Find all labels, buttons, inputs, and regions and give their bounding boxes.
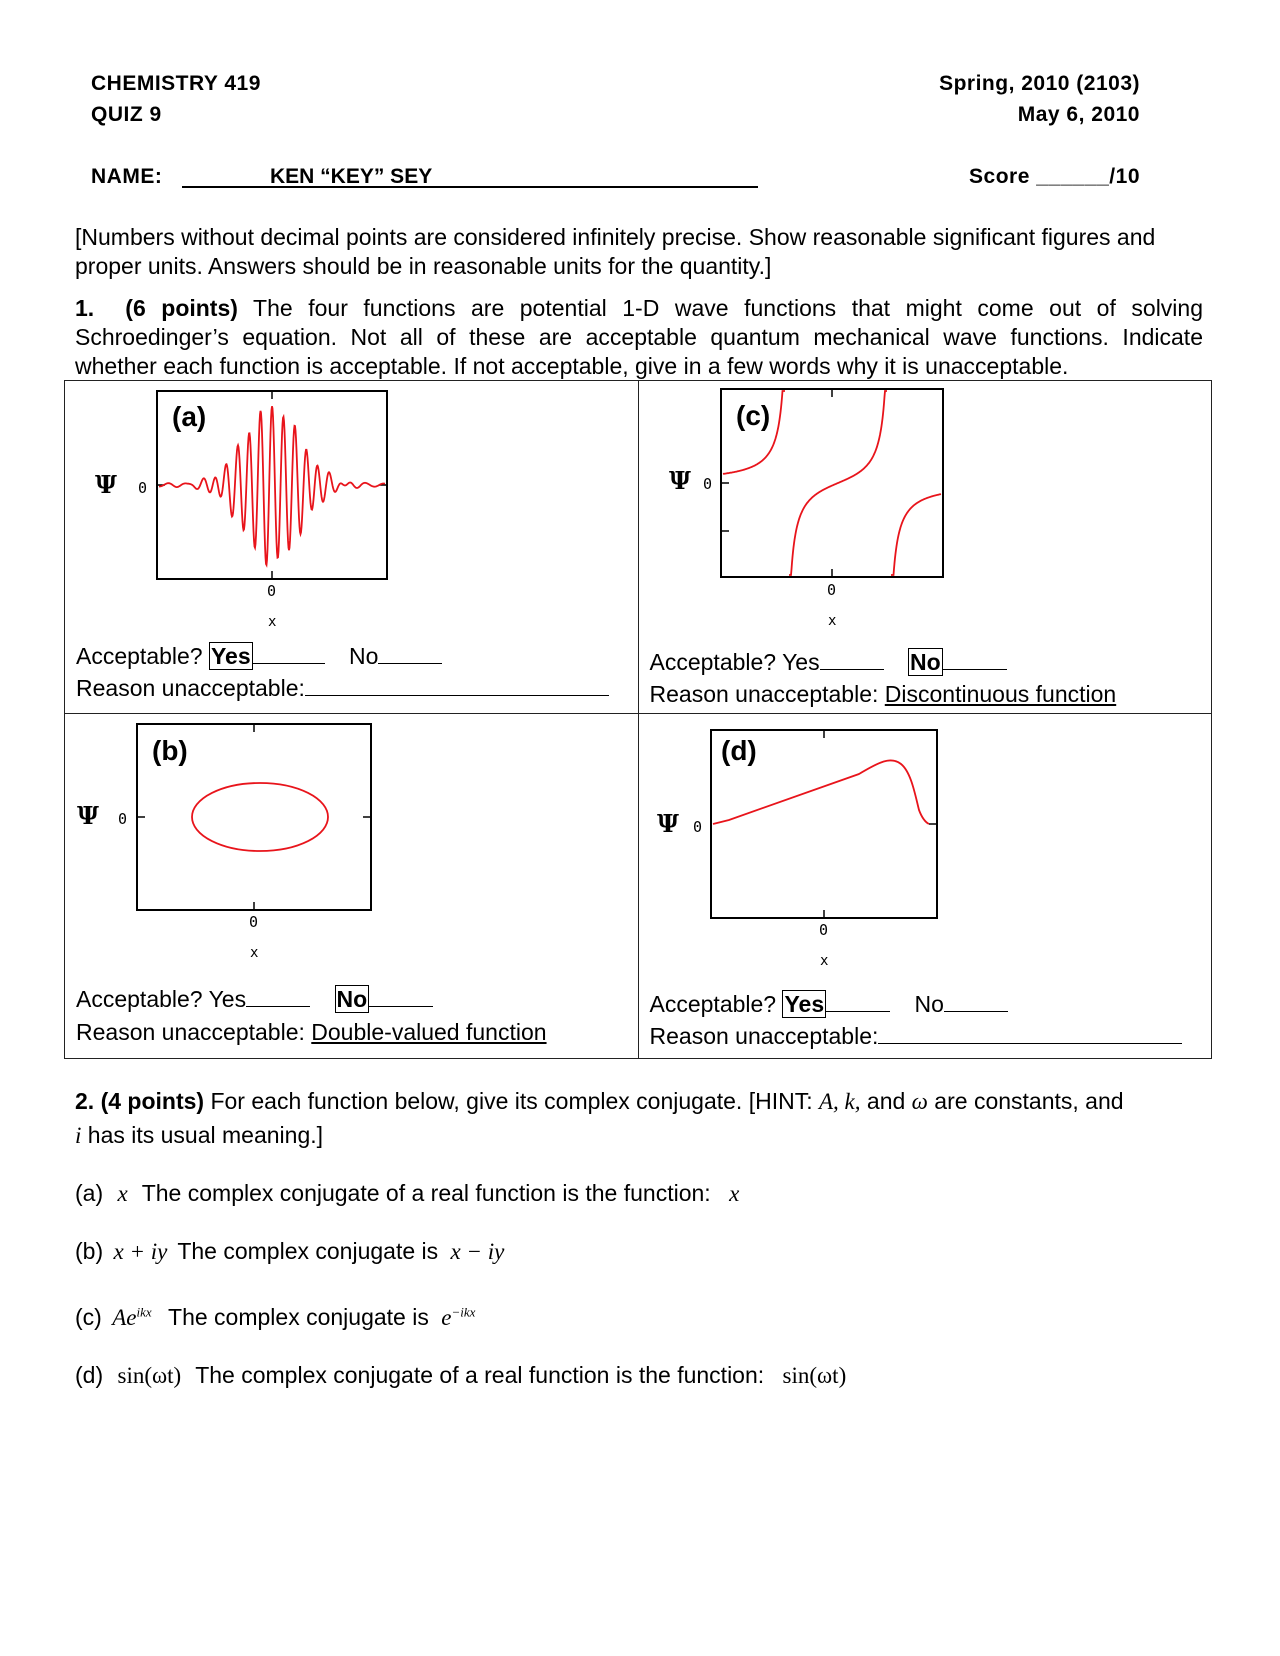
q1-number: 1. <box>75 295 95 321</box>
q2a-answer: x <box>729 1181 740 1206</box>
score-field: Score ______/10 <box>969 165 1140 188</box>
answer-yes-d[interactable]: Yes <box>784 991 825 1017</box>
q2c-func-exp: ikx <box>136 1304 152 1320</box>
acceptable-row-d <box>650 991 1008 1018</box>
y-zero-d: 0 <box>692 818 702 836</box>
panel-c <box>638 381 1212 714</box>
x-zero-c: 0 <box>826 581 836 599</box>
answer-yes-c[interactable]: Yes <box>782 649 820 675</box>
q2-hint-vars: A, k, <box>819 1089 861 1114</box>
answer-yes-b[interactable]: Yes <box>208 986 247 1012</box>
student-name: KEN “KEY” SEY <box>270 165 433 188</box>
q2c-answer-exp: −ikx <box>451 1304 476 1320</box>
panel-b <box>65 714 639 1059</box>
acceptable-label: Acceptable? <box>76 643 203 669</box>
q2-omega: ω <box>911 1089 928 1114</box>
q2a-label: (a) <box>75 1180 104 1206</box>
psi-label-a: Ψ <box>95 470 117 499</box>
panel-d-tag: (d) <box>720 735 757 766</box>
reason-blank-a[interactable] <box>305 695 609 696</box>
x-zero-d: 0 <box>818 921 828 939</box>
acceptable-row-c <box>650 649 1007 676</box>
y-zero-b: 0 <box>118 810 128 828</box>
q2-text-before: For each function below, give its complex conjugate. [HINT: <box>210 1088 819 1114</box>
answer-no-a[interactable]: No <box>349 643 379 669</box>
instructions: [Numbers without decimal points are considered infinitely precise. Show reasonable significant figures and proper units. Answers should be in reasonable units for the quantity.] <box>75 224 1156 279</box>
q2-text-after: are constants, and <box>927 1088 1124 1114</box>
panel-b-tag: (b) <box>152 735 188 766</box>
quiz-title: QUIZ 9 <box>91 103 162 126</box>
x-zero-b: 0 <box>249 913 259 931</box>
q2b-func: x + iy <box>113 1239 168 1264</box>
reason-row-a <box>76 675 609 702</box>
q1-text: The four functions are potential 1-D wave functions that might come out of solving Schroedinger’s equation. Not all of these are acceptable quantum mechanical wave functions. Indicate whether each function is acceptable. If not acceptable, give in a few words why it is unacceptable. <box>75 295 1203 379</box>
plot-d <box>639 714 1213 974</box>
q2b-answer: x − iy <box>450 1239 505 1264</box>
acceptable-label: Acceptable? <box>649 649 777 675</box>
reason-label: Reason unacceptable: <box>76 675 305 701</box>
q2c-text: The complex conjugate is <box>168 1304 429 1330</box>
x-label-d: x <box>819 953 828 969</box>
q2-item-a <box>75 1180 739 1207</box>
reason-row-d <box>650 1023 1183 1050</box>
reason-label: Reason unacceptable: <box>76 1019 305 1045</box>
plot-b <box>65 714 639 974</box>
panel-a-tag: (a) <box>172 401 207 432</box>
wavefunction-grid <box>64 380 1212 1059</box>
panel-c-tag: (c) <box>735 400 770 431</box>
y-zero-c: 0 <box>702 475 712 493</box>
q2d-text: The complex conjugate of a real function is the function: <box>195 1362 765 1388</box>
name-underline <box>182 186 758 188</box>
q2-number: 2. <box>75 1088 95 1114</box>
reason-b: Double-valued function <box>311 1019 547 1045</box>
answer-yes-a[interactable]: Yes <box>210 643 251 669</box>
q2-item-b <box>75 1238 504 1265</box>
q2c-label: (c) <box>75 1304 102 1330</box>
answer-no-c[interactable]: No <box>910 649 941 675</box>
psi-label-d: Ψ <box>656 809 679 838</box>
x-label-a: x <box>268 614 277 630</box>
plot-a <box>65 381 639 631</box>
answer-no-d[interactable]: No <box>914 991 944 1017</box>
term: Spring, 2010 (2103) <box>939 72 1140 95</box>
acceptable-row-b <box>76 986 433 1013</box>
panel-d <box>638 714 1212 1059</box>
q2d-label: (d) <box>75 1362 104 1388</box>
q2-item-c <box>75 1304 475 1331</box>
exam-date: May 6, 2010 <box>1017 103 1140 126</box>
acceptable-label: Acceptable? <box>76 986 203 1012</box>
x-zero-a: 0 <box>267 582 277 600</box>
course-title: CHEMISTRY 419 <box>91 72 261 95</box>
reason-row-b <box>76 1019 547 1046</box>
psi-label-c: Ψ <box>668 466 691 495</box>
q2-and: and <box>860 1088 912 1114</box>
q2c-answer-base: e <box>441 1305 452 1330</box>
q1-points: (6 points) <box>125 295 238 321</box>
acceptable-row-a <box>76 643 442 670</box>
q2a-text: The complex conjugate of a real function is the function: <box>141 1180 711 1206</box>
reason-row-c <box>650 681 1117 708</box>
q2a-func: x <box>117 1181 128 1206</box>
q2d-func: sin(ωt) <box>117 1363 182 1388</box>
x-label-b: x <box>250 945 259 961</box>
q2b-text: The complex conjugate is <box>177 1238 439 1264</box>
question-1 <box>75 294 1203 381</box>
question-2-line2 <box>75 1121 323 1150</box>
panel-a <box>65 381 639 714</box>
acceptable-label: Acceptable? <box>649 991 777 1017</box>
q2b-label: (b) <box>75 1238 104 1264</box>
reason-blank-d[interactable] <box>878 1043 1182 1044</box>
name-label: NAME: <box>91 165 163 188</box>
q2d-answer: sin(ωt) <box>782 1363 847 1388</box>
question-2 <box>75 1087 1210 1116</box>
x-label-c: x <box>827 613 836 629</box>
reason-label: Reason unacceptable: <box>649 1023 879 1049</box>
plot-c <box>639 381 1213 631</box>
answer-no-b[interactable]: No <box>336 986 368 1012</box>
q2-i: i <box>75 1123 82 1148</box>
q2-line2-rest: has its usual meaning.] <box>81 1122 324 1148</box>
reason-label: Reason unacceptable: <box>649 681 879 707</box>
q2c-func-base: Ae <box>112 1305 137 1330</box>
q2-item-d <box>75 1362 846 1389</box>
psi-label-b: Ψ <box>77 801 99 830</box>
y-zero-a: 0 <box>138 479 148 497</box>
q2-points: (4 points) <box>100 1088 205 1114</box>
reason-c: Discontinuous function <box>884 681 1117 707</box>
